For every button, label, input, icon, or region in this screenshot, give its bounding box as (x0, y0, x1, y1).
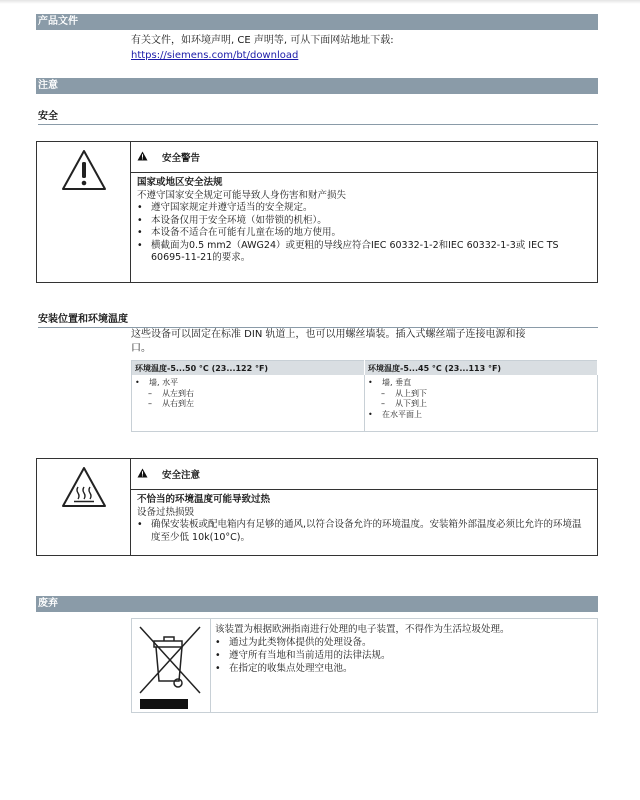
table-cell (132, 375, 365, 432)
list-item: • 本设备不适合在可能有儿童在场的地方使用。 (137, 227, 591, 240)
list-item: • 通过为此类物体提供的处理设备。 (215, 636, 593, 649)
list-item: • 墙, 水平 (135, 378, 361, 389)
section-header-notes: 注意 (36, 78, 598, 94)
list-item: • 横截面为0.5 mm2（AWG24）或更粗的导线应符合IEC 60332-1-2和IEC 60332-1-3或 IEC TS 60695-11-21的要求。 (137, 240, 591, 265)
caution-description: 设备过热损毁 (137, 506, 195, 518)
mounting-subheading: 安装位置和环境温度 (38, 313, 598, 328)
hot-surface-warning-icon (37, 459, 131, 555)
list-subitem: – 从右到左 (148, 399, 194, 408)
section-header-product-docs: 产品文件 (36, 14, 598, 30)
warning-triangle-icon (137, 151, 148, 164)
list-item: • 在指定的收集点处理空电池。 (215, 662, 593, 675)
page-top-shadow (0, 0, 640, 4)
download-link[interactable]: https://siemens.com/bt/download (131, 50, 299, 61)
warning-heading: 国家或地区安全法规 (137, 177, 223, 188)
disposal-box (131, 618, 598, 713)
table-header: 环境温度-5...45 °C (23...113 °F) (365, 361, 598, 376)
list-subitem: – 从左到右 (148, 388, 194, 398)
safety-subheading: 安全 (38, 110, 598, 125)
safety-warning-box (36, 141, 598, 283)
mounting-text-line1: 这些设备可以固定在标准 DIN 轨道上，也可以用螺丝墙装。插入式螺丝端子连接电源和接 (131, 329, 526, 340)
list-subitem: – 从上到下 (381, 388, 427, 398)
caution-title: 安全注意 (162, 470, 201, 481)
warning-title: 安全警告 (162, 153, 201, 164)
safety-caution-box (36, 458, 598, 556)
warning-triangle-icon (137, 468, 148, 481)
list-item: • 本设备仅用于安全环境（如带锁的机柜）。 (137, 215, 591, 228)
crossed-out-bin-icon (132, 619, 211, 712)
disposal-text: 该装置为根据欧洲指南进行处理的电子装置，不得作为生活垃圾处理。 (215, 624, 510, 635)
table-cell (365, 375, 598, 432)
list-item: • 在水平面上 (368, 410, 594, 421)
mounting-text-line2: 口。 (131, 343, 151, 354)
list-item: • 墙, 垂直 (368, 378, 594, 389)
list-item: • 遵守国家规定并遵守适当的安全规定。 (137, 202, 591, 215)
caution-heading: 不恰当的环境温度可能导致过热 (137, 494, 271, 505)
product-docs-text: 有关文件，如环境声明, CE 声明等, 可从下面网站地址下载: (131, 35, 394, 46)
exclamation-warning-icon (37, 142, 131, 282)
table-header: 环境温度-5...50 °C (23...122 °F) (132, 361, 365, 376)
list-subitem: – 从下到上 (381, 399, 427, 408)
section-header-disposal: 废弃 (36, 596, 598, 612)
list-item: • 确保安装板或配电箱内有足够的通风,以符合设备允许的环境温度。安装箱外部温度必须比允许的环境温度至少低 10k(10°C)。 (137, 519, 591, 544)
list-item: • 遵守所有当地和当前适用的法律法规。 (215, 649, 593, 662)
warning-description: 不遵守国家安全规定可能导致人身伤害和财产损失 (137, 189, 347, 201)
temperature-table (131, 360, 598, 432)
